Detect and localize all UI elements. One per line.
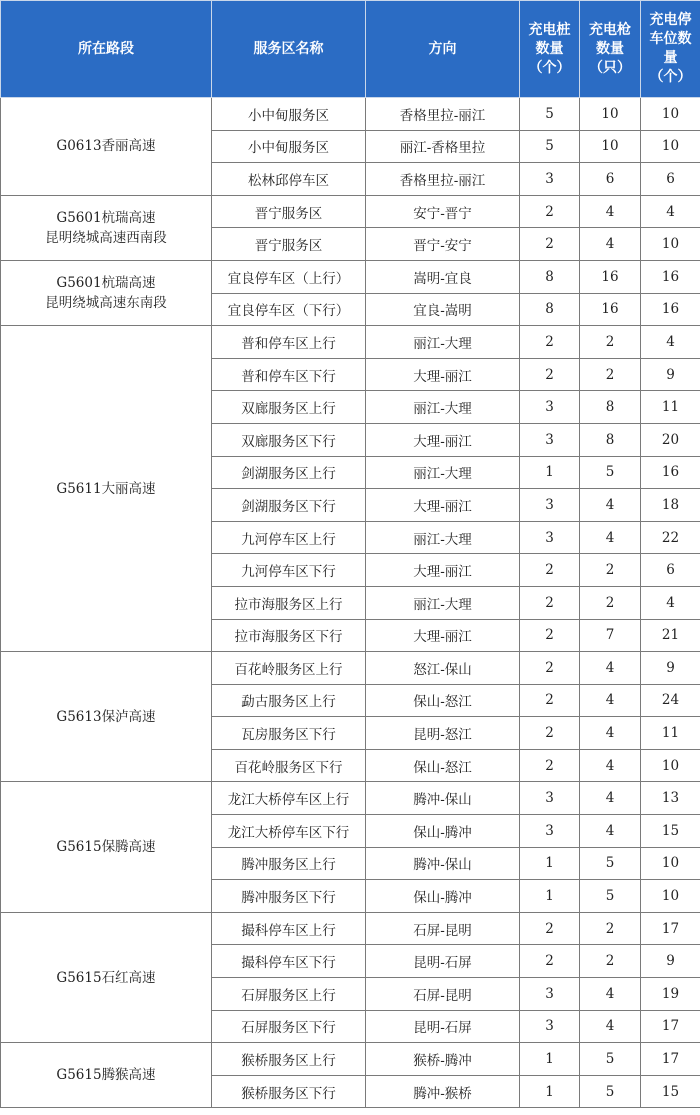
pile-count-cell: 2: [520, 652, 580, 685]
parking-space-count-cell: 16: [641, 260, 700, 293]
header-gun-count: [580, 1, 641, 98]
direction-cell: 腾冲-保山: [366, 782, 520, 815]
pile-count-cell: 8: [520, 293, 580, 326]
pile-count-cell: 2: [520, 749, 580, 782]
service-area-name-cell: 宜良停车区（上行）: [212, 260, 366, 293]
gun-count-cell: 4: [580, 195, 641, 228]
direction-cell: 香格里拉-丽江: [366, 98, 520, 131]
direction-cell: 丽江-香格里拉: [366, 130, 520, 163]
parking-space-count-cell: 24: [641, 684, 700, 717]
direction-cell: 安宁-晋宁: [366, 195, 520, 228]
service-area-name-cell: 普和停车区下行: [212, 358, 366, 391]
direction-cell: 大理-丽江: [366, 619, 520, 652]
route-cell: [1, 195, 212, 260]
pile-count-cell: 3: [520, 489, 580, 522]
direction-cell: 石屏-昆明: [366, 978, 520, 1011]
route-line: G5611大丽高速: [56, 480, 156, 497]
table-body: [1, 98, 700, 1108]
service-area-name-cell: 普和停车区上行: [212, 326, 366, 359]
route-cell: [1, 782, 212, 912]
parking-space-count-cell: 10: [641, 749, 700, 782]
gun-count-cell: 2: [580, 554, 641, 587]
parking-space-count-cell: 11: [641, 717, 700, 750]
pile-count-cell: 1: [520, 456, 580, 489]
parking-space-count-cell: 15: [641, 1075, 700, 1108]
pile-count-cell: 2: [520, 717, 580, 750]
service-area-name-cell: 龙江大桥停车区上行: [212, 782, 366, 815]
header-pile-count: [520, 1, 580, 98]
service-area-name-cell: 宜良停车区（下行）: [212, 293, 366, 326]
parking-space-count-cell: 9: [641, 358, 700, 391]
table-row: [1, 782, 700, 815]
header-pile-count-line-3: （个）: [528, 59, 571, 76]
pile-count-cell: 2: [520, 228, 580, 261]
route-line: G5615保腾高速: [56, 839, 156, 856]
service-area-name-cell: 九河停车区下行: [212, 554, 366, 587]
parking-space-count-cell: 17: [641, 1043, 700, 1076]
pile-count-cell: 3: [520, 521, 580, 554]
direction-cell: 腾冲-保山: [366, 847, 520, 880]
parking-space-count-cell: 9: [641, 652, 700, 685]
gun-count-cell: 10: [580, 130, 641, 163]
parking-space-count-cell: 19: [641, 978, 700, 1011]
route-cell: [1, 260, 212, 325]
header-pile-count-line-1: 充电桩: [528, 21, 571, 38]
gun-count-cell: 10: [580, 98, 641, 131]
gun-count-cell: 5: [580, 1075, 641, 1108]
pile-count-cell: 5: [520, 130, 580, 163]
pile-count-cell: 1: [520, 1043, 580, 1076]
table-row: [1, 912, 700, 945]
parking-space-count-cell: 10: [641, 880, 700, 913]
service-area-name-cell: 小中甸服务区: [212, 98, 366, 131]
service-area-name-cell: 晋宁服务区: [212, 228, 366, 261]
parking-space-count-cell: 10: [641, 130, 700, 163]
pile-count-cell: 5: [520, 98, 580, 131]
parking-space-count-cell: 13: [641, 782, 700, 815]
pile-count-cell: 1: [520, 1075, 580, 1108]
gun-count-cell: 4: [580, 717, 641, 750]
parking-space-count-cell: 10: [641, 847, 700, 880]
service-area-name-cell: 猴桥服务区上行: [212, 1043, 366, 1076]
gun-count-cell: 5: [580, 456, 641, 489]
gun-count-cell: 2: [580, 912, 641, 945]
parking-space-count-cell: 10: [641, 228, 700, 261]
pile-count-cell: 3: [520, 815, 580, 848]
service-area-name-cell: 拉市海服务区上行: [212, 586, 366, 619]
route-cell: [1, 652, 212, 782]
header-parking-line-2: 车位数: [649, 31, 692, 47]
header-service-area-name: 服务区名称: [212, 1, 366, 98]
pile-count-cell: 2: [520, 619, 580, 652]
pile-count-cell: 2: [520, 326, 580, 359]
service-area-name-cell: 瓦房服务区下行: [212, 717, 366, 750]
direction-cell: 丽江-大理: [366, 586, 520, 619]
service-area-name-cell: 腾冲服务区上行: [212, 847, 366, 880]
gun-count-cell: 4: [580, 782, 641, 815]
gun-count-cell: 8: [580, 423, 641, 456]
direction-cell: 大理-丽江: [366, 358, 520, 391]
route-line: G5613保泸高速: [56, 708, 156, 725]
direction-cell: 石屏-昆明: [366, 912, 520, 945]
table-row: [1, 98, 700, 131]
direction-cell: 大理-丽江: [366, 423, 520, 456]
parking-space-count-cell: 6: [641, 163, 700, 196]
header-pile-count-line-2: 数量: [535, 40, 564, 57]
table-row: [1, 195, 700, 228]
service-area-name-cell: 百花岭服务区上行: [212, 652, 366, 685]
direction-cell: 晋宁-安宁: [366, 228, 520, 261]
header-route: 所在路段: [1, 1, 212, 98]
parking-space-count-cell: 17: [641, 1010, 700, 1043]
header-parking-line-4: （个）: [649, 69, 692, 85]
service-area-name-cell: 百花岭服务区下行: [212, 749, 366, 782]
service-area-name-cell: 晋宁服务区: [212, 195, 366, 228]
route-line: 昆明绕城高速西南段: [45, 229, 167, 246]
gun-count-cell: 5: [580, 847, 641, 880]
direction-cell: 嵩明-宜良: [366, 260, 520, 293]
parking-space-count-cell: 4: [641, 326, 700, 359]
gun-count-cell: 7: [580, 619, 641, 652]
service-area-name-cell: 撮科停车区下行: [212, 945, 366, 978]
direction-cell: 猴桥-腾冲: [366, 1043, 520, 1076]
route-line: G5615石红高速: [56, 969, 156, 986]
service-area-name-cell: 猴桥服务区下行: [212, 1075, 366, 1108]
parking-space-count-cell: 15: [641, 815, 700, 848]
service-area-name-cell: 拉市海服务区下行: [212, 619, 366, 652]
table-row: [1, 260, 700, 293]
service-area-name-cell: 双廊服务区上行: [212, 391, 366, 424]
gun-count-cell: 5: [580, 880, 641, 913]
direction-cell: 保山-腾冲: [366, 880, 520, 913]
direction-cell: 丽江-大理: [366, 391, 520, 424]
direction-cell: 香格里拉-丽江: [366, 163, 520, 196]
table-row: [1, 326, 700, 359]
pile-count-cell: 3: [520, 423, 580, 456]
parking-space-count-cell: 16: [641, 293, 700, 326]
header-parking-space-count: [641, 1, 700, 98]
gun-count-cell: 2: [580, 586, 641, 619]
parking-space-count-cell: 6: [641, 554, 700, 587]
direction-cell: 丽江-大理: [366, 521, 520, 554]
direction-cell: 丽江-大理: [366, 326, 520, 359]
direction-cell: 保山-怒江: [366, 749, 520, 782]
route-cell: [1, 326, 212, 652]
direction-cell: 保山-怒江: [366, 684, 520, 717]
service-area-name-cell: 撮科停车区上行: [212, 912, 366, 945]
pile-count-cell: 2: [520, 195, 580, 228]
direction-cell: 昆明-石屏: [366, 1010, 520, 1043]
gun-count-cell: 16: [580, 293, 641, 326]
route-line: G5601杭瑞高速: [56, 209, 156, 226]
parking-space-count-cell: 18: [641, 489, 700, 522]
pile-count-cell: 8: [520, 260, 580, 293]
service-area-name-cell: 剑湖服务区下行: [212, 489, 366, 522]
parking-space-count-cell: 4: [641, 586, 700, 619]
service-area-name-cell: 松林邱停车区: [212, 163, 366, 196]
parking-space-count-cell: 21: [641, 619, 700, 652]
direction-cell: 怒江-保山: [366, 652, 520, 685]
parking-space-count-cell: 9: [641, 945, 700, 978]
route-cell: [1, 912, 212, 1042]
pile-count-cell: 2: [520, 684, 580, 717]
header-gun-count-line-3: （只）: [589, 59, 631, 76]
direction-cell: 大理-丽江: [366, 489, 520, 522]
pile-count-cell: 3: [520, 978, 580, 1011]
gun-count-cell: 6: [580, 163, 641, 196]
route-cell: [1, 1043, 212, 1108]
service-area-name-cell: 剑湖服务区上行: [212, 456, 366, 489]
header-gun-count-line-1: 充电枪: [589, 21, 631, 38]
route-line: 昆明绕城高速东南段: [45, 295, 167, 312]
route-line: G5615腾猴高速: [56, 1067, 156, 1084]
pile-count-cell: 2: [520, 358, 580, 391]
gun-count-cell: 4: [580, 521, 641, 554]
service-area-name-cell: 腾冲服务区下行: [212, 880, 366, 913]
gun-count-cell: 4: [580, 815, 641, 848]
service-area-name-cell: 勐古服务区上行: [212, 684, 366, 717]
gun-count-cell: 16: [580, 260, 641, 293]
parking-space-count-cell: 11: [641, 391, 700, 424]
table-row: [1, 1043, 700, 1076]
parking-space-count-cell: 22: [641, 521, 700, 554]
route-cell: [1, 98, 212, 196]
parking-space-count-cell: 16: [641, 456, 700, 489]
direction-cell: 保山-腾冲: [366, 815, 520, 848]
direction-cell: 昆明-石屏: [366, 945, 520, 978]
gun-count-cell: 4: [580, 652, 641, 685]
direction-cell: 腾冲-猴桥: [366, 1075, 520, 1108]
header-direction: 方向: [366, 1, 520, 98]
pile-count-cell: 3: [520, 163, 580, 196]
pile-count-cell: 2: [520, 554, 580, 587]
header-parking-line-1: 充电停: [649, 12, 692, 28]
gun-count-cell: 8: [580, 391, 641, 424]
parking-space-count-cell: 20: [641, 423, 700, 456]
direction-cell: 大理-丽江: [366, 554, 520, 587]
service-area-name-cell: 石屏服务区下行: [212, 1010, 366, 1043]
direction-cell: 昆明-怒江: [366, 717, 520, 750]
gun-count-cell: 2: [580, 358, 641, 391]
parking-space-count-cell: 4: [641, 195, 700, 228]
table-row: [1, 652, 700, 685]
gun-count-cell: 4: [580, 489, 641, 522]
direction-cell: 丽江-大理: [366, 456, 520, 489]
gun-count-cell: 4: [580, 749, 641, 782]
gun-count-cell: 2: [580, 945, 641, 978]
service-area-name-cell: 双廊服务区下行: [212, 423, 366, 456]
route-line: G0613香丽高速: [56, 138, 156, 155]
pile-count-cell: 1: [520, 847, 580, 880]
gun-count-cell: 4: [580, 978, 641, 1011]
service-area-name-cell: 龙江大桥停车区下行: [212, 815, 366, 848]
pile-count-cell: 2: [520, 586, 580, 619]
service-area-name-cell: 小中甸服务区: [212, 130, 366, 163]
service-area-name-cell: 九河停车区上行: [212, 521, 366, 554]
pile-count-cell: 3: [520, 782, 580, 815]
pile-count-cell: 2: [520, 945, 580, 978]
pile-count-cell: 3: [520, 1010, 580, 1043]
parking-space-count-cell: 10: [641, 98, 700, 131]
header-parking-line-3: 量: [663, 50, 678, 66]
gun-count-cell: 4: [580, 228, 641, 261]
service-area-name-cell: 石屏服务区上行: [212, 978, 366, 1011]
pile-count-cell: 1: [520, 880, 580, 913]
gun-count-cell: 5: [580, 1043, 641, 1076]
pile-count-cell: 3: [520, 391, 580, 424]
gun-count-cell: 4: [580, 684, 641, 717]
direction-cell: 宜良-嵩明: [366, 293, 520, 326]
header-gun-count-line-2: 数量: [596, 40, 624, 57]
gun-count-cell: 2: [580, 326, 641, 359]
header-row: [1, 1, 700, 98]
gun-count-cell: 4: [580, 1010, 641, 1043]
parking-space-count-cell: 17: [641, 912, 700, 945]
pile-count-cell: 2: [520, 912, 580, 945]
route-line: G5601杭瑞高速: [56, 275, 156, 292]
